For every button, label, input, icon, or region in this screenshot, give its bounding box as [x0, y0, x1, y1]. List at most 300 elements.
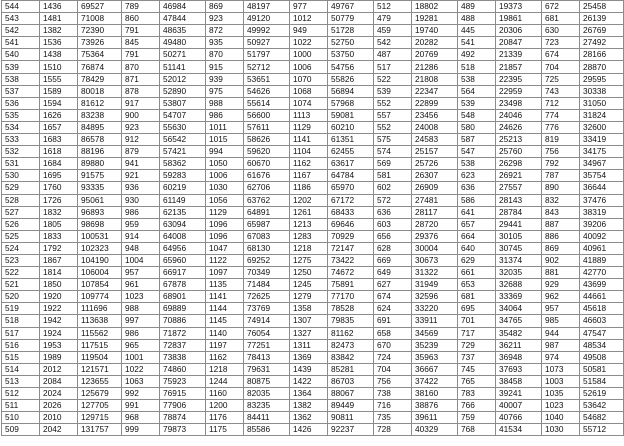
- table-cell: 1245: [290, 279, 328, 291]
- table-cell: 125679: [78, 388, 122, 400]
- table-cell: 63094: [160, 218, 206, 230]
- table-cell: 930: [122, 194, 160, 206]
- table-cell: 89880: [78, 158, 122, 170]
- table-cell: 75364: [78, 49, 122, 61]
- table-cell: 79835: [328, 315, 374, 327]
- score-cell: 543: [2, 13, 40, 25]
- table-cell: 1555: [40, 73, 78, 85]
- table-cell: 756: [542, 146, 580, 158]
- table-cell: 49767: [328, 1, 374, 13]
- table-cell: 72625: [244, 291, 290, 303]
- table-cell: 45618: [580, 303, 624, 315]
- table-cell: 78413: [244, 351, 290, 363]
- table-cell: 1047: [206, 242, 244, 254]
- table-cell: 845: [122, 37, 160, 49]
- table-cell: 1096: [206, 218, 244, 230]
- table-cell: 86578: [78, 134, 122, 146]
- table-cell: 31949: [412, 279, 458, 291]
- table-cell: 32688: [496, 279, 542, 291]
- table-cell: 923: [122, 121, 160, 133]
- table-cell: 111696: [78, 303, 122, 315]
- table-cell: 27481: [412, 194, 458, 206]
- table-cell: 948: [122, 242, 160, 254]
- table-row: [2, 158, 624, 170]
- table-cell: 1244: [206, 375, 244, 387]
- score-cell: 514: [2, 363, 40, 375]
- table-cell: 672: [542, 1, 580, 13]
- table-row: [2, 327, 624, 339]
- table-cell: 30673: [412, 254, 458, 266]
- table-cell: 1162: [206, 351, 244, 363]
- table-cell: 52890: [160, 85, 206, 97]
- table-cell: 57968: [328, 97, 374, 109]
- table-cell: 25213: [496, 134, 542, 146]
- table-cell: 1113: [290, 109, 328, 121]
- table-cell: 649: [374, 267, 412, 279]
- table-cell: 1197: [206, 339, 244, 351]
- table-cell: 26769: [580, 25, 624, 37]
- table-cell: 75891: [328, 279, 374, 291]
- table-cell: 902: [542, 254, 580, 266]
- table-cell: 104190: [78, 254, 122, 266]
- table-cell: 27492: [580, 37, 624, 49]
- table-cell: 871: [122, 73, 160, 85]
- table-cell: 21339: [496, 49, 542, 61]
- table-cell: 2024: [40, 388, 78, 400]
- table-cell: 25760: [496, 146, 542, 158]
- score-cell: 540: [2, 49, 40, 61]
- table-cell: 1307: [290, 315, 328, 327]
- score-cell: 516: [2, 339, 40, 351]
- table-cell: 977: [290, 1, 328, 13]
- table-cell: 695: [458, 303, 496, 315]
- table-cell: 25458: [580, 1, 624, 13]
- table-cell: 20847: [496, 37, 542, 49]
- table-cell: 929: [542, 279, 580, 291]
- table-cell: 59283: [160, 170, 206, 182]
- table-cell: 1200: [206, 400, 244, 412]
- table-cell: 1122: [206, 254, 244, 266]
- table-cell: 33911: [412, 315, 458, 327]
- table-cell: 65970: [328, 182, 374, 194]
- table-cell: 24626: [496, 121, 542, 133]
- table-cell: 878: [122, 85, 160, 97]
- score-cell: 525: [2, 230, 40, 242]
- table-cell: 1063: [122, 375, 160, 387]
- table-cell: 30004: [412, 242, 458, 254]
- score-cell: 519: [2, 303, 40, 315]
- table-cell: 627: [374, 279, 412, 291]
- table-cell: 1683: [40, 134, 78, 146]
- table-cell: 869: [542, 242, 580, 254]
- table-cell: 60670: [244, 158, 290, 170]
- table-cell: 921: [122, 170, 160, 182]
- table-cell: 915: [206, 61, 244, 73]
- score-cell: 518: [2, 315, 40, 327]
- table-cell: 46984: [160, 1, 206, 13]
- table-row: [2, 37, 624, 49]
- table-cell: 90811: [328, 412, 374, 424]
- table-cell: 723: [542, 37, 580, 49]
- table-cell: 1023: [122, 291, 160, 303]
- table-cell: 44661: [580, 291, 624, 303]
- table-row: [2, 424, 624, 436]
- table-cell: 63617: [328, 158, 374, 170]
- table-cell: 79631: [244, 363, 290, 375]
- table-cell: 2012: [40, 363, 78, 375]
- table-cell: 72390: [78, 25, 122, 37]
- table-cell: 52619: [580, 388, 624, 400]
- table-cell: 53642: [580, 400, 624, 412]
- table-cell: 31050: [580, 97, 624, 109]
- table-row: [2, 218, 624, 230]
- score-cell: 522: [2, 267, 40, 279]
- table-row: [2, 230, 624, 242]
- table-cell: 1068: [290, 85, 328, 97]
- table-cell: 28117: [412, 206, 458, 218]
- table-cell: 768: [458, 424, 496, 436]
- table-cell: 56894: [328, 85, 374, 97]
- table-cell: 1000: [290, 49, 328, 61]
- table-cell: 33220: [412, 303, 458, 315]
- table-cell: 19740: [412, 25, 458, 37]
- table-cell: 34175: [580, 146, 624, 158]
- table-cell: 717: [458, 327, 496, 339]
- table-cell: 1382: [290, 400, 328, 412]
- table-cell: 1218: [290, 242, 328, 254]
- score-cell: 534: [2, 121, 40, 133]
- score-cell: 544: [2, 1, 40, 13]
- table-row: [2, 375, 624, 387]
- table-cell: 1726: [40, 194, 78, 206]
- table-cell: 84411: [244, 412, 290, 424]
- table-cell: 54682: [580, 412, 624, 424]
- table-cell: 49120: [244, 13, 290, 25]
- table-cell: 28870: [580, 61, 624, 73]
- table-cell: 21286: [412, 61, 458, 73]
- table-cell: 23498: [496, 97, 542, 109]
- table-cell: 1006: [290, 61, 328, 73]
- table-cell: 1160: [206, 388, 244, 400]
- table-cell: 69252: [244, 254, 290, 266]
- table-cell: 36644: [580, 182, 624, 194]
- table-cell: 658: [374, 327, 412, 339]
- table-cell: 93335: [78, 182, 122, 194]
- table-cell: 1275: [290, 254, 328, 266]
- table-cell: 1684: [40, 158, 78, 170]
- table-cell: 80875: [244, 375, 290, 387]
- table-cell: 552: [374, 97, 412, 109]
- table-cell: 40766: [496, 412, 542, 424]
- table-cell: 1145: [206, 315, 244, 327]
- table-cell: 49480: [160, 37, 206, 49]
- table-cell: 712: [542, 97, 580, 109]
- table-cell: 575: [374, 134, 412, 146]
- table-cell: 26298: [496, 158, 542, 170]
- table-cell: 30338: [580, 85, 624, 97]
- table-cell: 35963: [412, 351, 458, 363]
- table-cell: 869: [206, 1, 244, 13]
- table-cell: 737: [458, 351, 496, 363]
- table-cell: 653: [458, 279, 496, 291]
- table-cell: 623: [458, 170, 496, 182]
- table-cell: 32035: [496, 267, 542, 279]
- score-cell: 530: [2, 170, 40, 182]
- table-cell: 2084: [40, 375, 78, 387]
- table-cell: 704: [374, 363, 412, 375]
- table-cell: 91575: [78, 170, 122, 182]
- table-cell: 766: [458, 400, 496, 412]
- table-cell: 49508: [580, 351, 624, 363]
- score-cell: 528: [2, 194, 40, 206]
- table-cell: 1850: [40, 279, 78, 291]
- table-cell: 991: [122, 400, 160, 412]
- table-cell: 1920: [40, 291, 78, 303]
- table-row: [2, 121, 624, 133]
- table-cell: 569: [374, 158, 412, 170]
- table-cell: 743: [542, 85, 580, 97]
- table-cell: 887: [542, 218, 580, 230]
- table-cell: 674: [542, 49, 580, 61]
- score-distribution-table: [1, 0, 624, 436]
- table-cell: 60219: [160, 182, 206, 194]
- table-row: [2, 339, 624, 351]
- table-cell: 48534: [580, 339, 624, 351]
- table-cell: 85586: [244, 424, 290, 436]
- table-cell: 1015: [206, 134, 244, 146]
- table-cell: 31374: [496, 254, 542, 266]
- table-cell: 61676: [244, 170, 290, 182]
- table-row: [2, 291, 624, 303]
- table-cell: 691: [374, 315, 412, 327]
- table-cell: 1695: [40, 170, 78, 182]
- table-cell: 1594: [40, 97, 78, 109]
- table-cell: 24046: [496, 109, 542, 121]
- table-cell: 41534: [496, 424, 542, 436]
- table-cell: 23456: [412, 109, 458, 121]
- table-cell: 1626: [40, 109, 78, 121]
- table-cell: 54626: [244, 85, 290, 97]
- table-row: [2, 97, 624, 109]
- table-row: [2, 254, 624, 266]
- table-cell: 42770: [580, 267, 624, 279]
- table-cell: 792: [542, 158, 580, 170]
- table-cell: 82473: [328, 339, 374, 351]
- table-cell: 900: [122, 109, 160, 121]
- table-cell: 36667: [412, 363, 458, 375]
- table-cell: 19861: [496, 13, 542, 25]
- table-cell: 459: [374, 25, 412, 37]
- table-cell: 37422: [412, 375, 458, 387]
- table-cell: 89449: [328, 400, 374, 412]
- table-cell: 1129: [206, 206, 244, 218]
- table-cell: 1657: [40, 121, 78, 133]
- table-cell: 55826: [328, 73, 374, 85]
- table-cell: 774: [542, 109, 580, 121]
- table-cell: 445: [458, 25, 496, 37]
- table-cell: 512: [374, 1, 412, 13]
- table-cell: 542: [374, 37, 412, 49]
- score-cell: 536: [2, 97, 40, 109]
- table-cell: 106004: [78, 267, 122, 279]
- table-cell: 572: [374, 194, 412, 206]
- table-cell: 552: [374, 121, 412, 133]
- table-cell: 39206: [580, 218, 624, 230]
- table-cell: 1011: [206, 121, 244, 133]
- table-cell: 1814: [40, 267, 78, 279]
- score-cell: 529: [2, 182, 40, 194]
- table-cell: 992: [122, 388, 160, 400]
- table-cell: 2042: [40, 424, 78, 436]
- table-cell: 24008: [412, 121, 458, 133]
- table-row: [2, 351, 624, 363]
- table-cell: 1023: [542, 400, 580, 412]
- table-cell: 88067: [328, 388, 374, 400]
- table-cell: 957: [122, 267, 160, 279]
- table-cell: 1012: [290, 13, 328, 25]
- table-cell: 968: [122, 412, 160, 424]
- table-cell: 109774: [78, 291, 122, 303]
- table-cell: 959: [122, 218, 160, 230]
- table-cell: 628: [374, 242, 412, 254]
- table-cell: 986: [122, 327, 160, 339]
- table-cell: 107854: [78, 279, 122, 291]
- table-row: [2, 267, 624, 279]
- table-cell: 745: [458, 363, 496, 375]
- table-cell: 674: [374, 291, 412, 303]
- table-cell: 914: [122, 230, 160, 242]
- table-cell: 40007: [496, 400, 542, 412]
- table-cell: 944: [542, 327, 580, 339]
- table-cell: 78429: [78, 73, 122, 85]
- table-cell: 55614: [244, 97, 290, 109]
- table-cell: 80018: [78, 85, 122, 97]
- table-row: [2, 315, 624, 327]
- score-cell: 524: [2, 242, 40, 254]
- table-cell: 564: [458, 85, 496, 97]
- table-cell: 50581: [580, 363, 624, 375]
- table-cell: 25726: [412, 158, 458, 170]
- table-cell: 724: [374, 351, 412, 363]
- table-cell: 71484: [244, 279, 290, 291]
- table-cell: 70349: [244, 267, 290, 279]
- table-cell: 587: [458, 134, 496, 146]
- table-cell: 83842: [328, 351, 374, 363]
- table-cell: 1030: [206, 182, 244, 194]
- table-cell: 975: [206, 85, 244, 97]
- table-cell: 78874: [160, 412, 206, 424]
- table-cell: 83238: [78, 109, 122, 121]
- table-cell: 986: [206, 109, 244, 121]
- table-cell: 41889: [580, 254, 624, 266]
- table-cell: 1167: [290, 170, 328, 182]
- table-cell: 57421: [160, 146, 206, 158]
- table-cell: 39241: [496, 388, 542, 400]
- table-cell: 28166: [580, 49, 624, 61]
- table-cell: 69889: [160, 303, 206, 315]
- score-cell: 521: [2, 279, 40, 291]
- table-cell: 62706: [244, 182, 290, 194]
- table-cell: 28720: [412, 218, 458, 230]
- table-cell: 61351: [328, 134, 374, 146]
- table-cell: 52012: [160, 73, 206, 85]
- table-cell: 1422: [290, 375, 328, 387]
- table-cell: 624: [374, 303, 412, 315]
- table-cell: 1030: [542, 424, 580, 436]
- table-cell: 716: [374, 400, 412, 412]
- table-row: [2, 363, 624, 375]
- table-cell: 22959: [496, 85, 542, 97]
- table-cell: 64956: [160, 242, 206, 254]
- table-cell: 74914: [244, 315, 290, 327]
- score-cell: 523: [2, 254, 40, 266]
- table-cell: 51797: [244, 49, 290, 61]
- table-cell: 55712: [580, 424, 624, 436]
- table-cell: 1589: [40, 85, 78, 97]
- table-cell: 1805: [40, 218, 78, 230]
- table-cell: 997: [122, 315, 160, 327]
- table-row: [2, 85, 624, 97]
- table-cell: 819: [542, 134, 580, 146]
- table-cell: 548: [458, 109, 496, 121]
- table-cell: 1141: [290, 134, 328, 146]
- table-cell: 34064: [496, 303, 542, 315]
- table-cell: 1073: [542, 363, 580, 375]
- table-cell: 32600: [580, 121, 624, 133]
- table-cell: 986: [122, 206, 160, 218]
- score-cell: 533: [2, 134, 40, 146]
- table-cell: 729: [458, 339, 496, 351]
- table-cell: 1867: [40, 254, 78, 266]
- table-cell: 81612: [78, 97, 122, 109]
- table-cell: 1833: [40, 230, 78, 242]
- table-cell: 670: [374, 339, 412, 351]
- table-cell: 58362: [160, 158, 206, 170]
- table-cell: 1618: [40, 146, 78, 158]
- score-cell: 542: [2, 25, 40, 37]
- table-cell: 487: [374, 49, 412, 61]
- table-cell: 54756: [328, 61, 374, 73]
- table-cell: 38160: [412, 388, 458, 400]
- table-cell: 843: [542, 206, 580, 218]
- table-row: [2, 73, 624, 85]
- table-cell: 791: [122, 25, 160, 37]
- score-cell: 532: [2, 146, 40, 158]
- table-cell: 33419: [580, 134, 624, 146]
- score-cell: 512: [2, 388, 40, 400]
- table-cell: 77170: [328, 291, 374, 303]
- table-cell: 1056: [206, 194, 244, 206]
- table-cell: 98698: [78, 218, 122, 230]
- score-cell: 531: [2, 158, 40, 170]
- table-cell: 92237: [328, 424, 374, 436]
- table-row: [2, 134, 624, 146]
- table-cell: 53807: [160, 97, 206, 109]
- table-cell: 985: [542, 315, 580, 327]
- table-cell: 765: [458, 375, 496, 387]
- table-cell: 50271: [160, 49, 206, 61]
- table-cell: 18802: [412, 1, 458, 13]
- table-cell: 974: [542, 351, 580, 363]
- table-cell: 121571: [78, 363, 122, 375]
- table-cell: 38319: [580, 206, 624, 218]
- table-cell: 886: [542, 230, 580, 242]
- table-cell: 1140: [206, 327, 244, 339]
- table-row: [2, 400, 624, 412]
- table-cell: 881: [542, 267, 580, 279]
- score-cell: 513: [2, 375, 40, 387]
- table-cell: 1250: [290, 267, 328, 279]
